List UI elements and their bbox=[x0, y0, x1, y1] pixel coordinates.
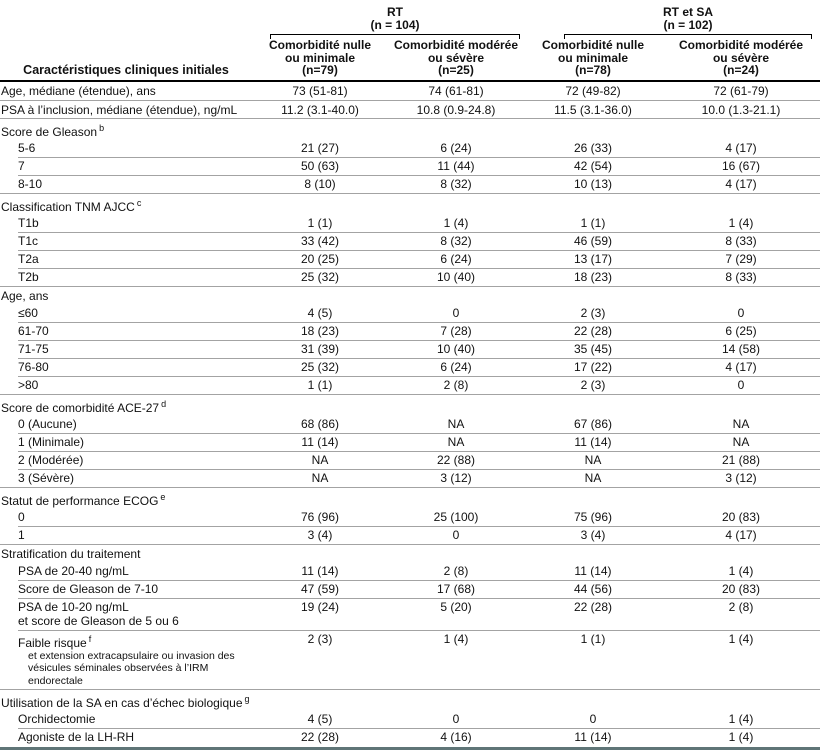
cell-rtsa-moderate-severe: 72 (61-79) bbox=[713, 83, 769, 98]
group-header-row bbox=[0, 0, 820, 39]
cell-rt-moderate-severe bbox=[388, 287, 524, 304]
cell-rt-moderate-severe: 0 bbox=[452, 305, 460, 320]
cell-rt-moderate-severe: 0 bbox=[452, 527, 460, 542]
row-label-continuation: et score de Gleason de 5 ou 6 bbox=[18, 613, 179, 628]
table-row bbox=[0, 214, 820, 232]
cell-rtsa-moderate-severe bbox=[662, 545, 820, 562]
footnote-marker: e bbox=[160, 491, 166, 502]
cell-rt-none-minimal: 11 (14) bbox=[301, 563, 339, 578]
row-label: Classification TNM AJCC $^c$ bbox=[1, 197, 142, 214]
cell-rtsa-none-minimal: 1 (1) bbox=[580, 215, 606, 230]
table-row bbox=[0, 469, 820, 487]
cell-rt-none-minimal: 11 (14) bbox=[301, 434, 339, 449]
cell-rtsa-none-minimal: 72 (49-82) bbox=[565, 83, 621, 98]
cell-rt-none-minimal: 21 (27) bbox=[300, 140, 340, 155]
cell-rtsa-none-minimal: 26 (33) bbox=[573, 140, 613, 155]
cell-rt-moderate-severe bbox=[388, 395, 524, 415]
cell-rtsa-none-minimal: 22 (28) bbox=[573, 599, 613, 614]
cell-rt-none-minimal: 4 (5) bbox=[307, 712, 333, 726]
cell-rtsa-none-minimal: 75 (96) bbox=[573, 509, 613, 524]
column-header-4-line2: ou sévère bbox=[712, 50, 770, 65]
cell-rtsa-moderate-severe: 7 (29) bbox=[725, 251, 757, 266]
cell-rtsa-moderate-severe bbox=[662, 287, 820, 304]
cell-rt-none-minimal bbox=[252, 395, 388, 415]
column-header-2-n: (n=25) bbox=[438, 63, 474, 77]
row-label: 3 (Sévère) bbox=[18, 470, 75, 485]
cell-rt-moderate-severe: 6 (24) bbox=[440, 359, 472, 374]
table-row bbox=[0, 710, 820, 728]
row-label: T2a bbox=[18, 251, 39, 266]
row-label: 0 (Aucune) bbox=[18, 416, 77, 431]
cell-rt-moderate-severe: 7 (28) bbox=[440, 323, 472, 338]
cell-rtsa-none-minimal: 2 (3) bbox=[580, 305, 606, 320]
row-label: 2 (Modérée) bbox=[18, 452, 84, 467]
cell-rtsa-none-minimal: 2 (3) bbox=[580, 377, 606, 392]
table-row bbox=[0, 630, 820, 690]
cell-rt-none-minimal: 1 (1) bbox=[307, 215, 333, 230]
cell-rtsa-none-minimal: 13 (17) bbox=[573, 251, 613, 266]
cell-rtsa-moderate-severe: 0 bbox=[737, 377, 745, 392]
row-label: T1b bbox=[18, 215, 39, 230]
cell-rt-moderate-severe: NA bbox=[447, 416, 465, 431]
cell-rt-none-minimal bbox=[252, 488, 388, 508]
column-header-1-n: (n=79) bbox=[302, 63, 338, 77]
cell-rt-moderate-severe bbox=[388, 119, 524, 139]
cell-rtsa-moderate-severe: 6 (25) bbox=[725, 323, 757, 338]
table-row bbox=[0, 526, 820, 544]
cell-rt-none-minimal: 22 (28) bbox=[300, 730, 340, 744]
cell-rtsa-none-minimal bbox=[524, 194, 662, 214]
cell-rt-moderate-severe: 25 (100) bbox=[433, 509, 479, 524]
table-row bbox=[0, 508, 820, 526]
cell-rtsa-none-minimal: 11.5 (3.1-36.0) bbox=[554, 102, 632, 117]
column-header-row bbox=[0, 39, 820, 80]
cell-rtsa-moderate-severe: 1 (4) bbox=[728, 730, 754, 744]
cell-rt-none-minimal: NA bbox=[311, 470, 329, 485]
cell-rt-moderate-severe bbox=[388, 194, 524, 214]
table-row bbox=[0, 193, 820, 214]
table-body bbox=[0, 82, 820, 747]
cell-rt-none-minimal: 33 (42) bbox=[300, 233, 340, 248]
cell-rtsa-moderate-severe: NA bbox=[732, 416, 750, 431]
column-header-4-line1: Comorbidité modérée bbox=[678, 38, 804, 52]
cell-rt-moderate-severe: 8 (32) bbox=[440, 176, 472, 191]
column-header-4-n: (n=24) bbox=[723, 63, 759, 77]
cell-rt-none-minimal: 68 (86) bbox=[300, 416, 340, 431]
cell-rt-none-minimal: 20 (25) bbox=[300, 251, 340, 266]
table-row bbox=[0, 451, 820, 469]
cell-rt-moderate-severe: 17 (68) bbox=[436, 581, 476, 596]
cell-rt-none-minimal: 50 (63) bbox=[300, 158, 340, 173]
cell-rtsa-moderate-severe: 16 (67) bbox=[721, 158, 761, 173]
row-label-continuation: vésicules séminales observées à l’IRM endorectale bbox=[28, 662, 209, 687]
row-label: Faible risque $^f$ et extension extracapsulaire ou invasion des vésicules séminales observées à l’IRM endorectale bbox=[0, 630, 252, 688]
cell-rt-none-minimal: 76 (96) bbox=[300, 509, 340, 524]
row-label: Orchidectomie bbox=[18, 712, 96, 726]
cell-rtsa-none-minimal: 46 (59) bbox=[573, 233, 613, 248]
cell-rt-moderate-severe: 10.8 (0.9-24.8) bbox=[416, 102, 496, 117]
cell-rt-none-minimal bbox=[252, 194, 388, 214]
cell-rt-moderate-severe: 6 (24) bbox=[440, 140, 472, 155]
table-row bbox=[0, 358, 820, 376]
table-row bbox=[0, 304, 820, 322]
column-header-3-line2: ou minimale bbox=[557, 50, 628, 65]
cell-rtsa-none-minimal: 0 bbox=[589, 712, 597, 726]
row-label: 76-80 bbox=[18, 359, 49, 374]
cell-rt-moderate-severe: 22 (88) bbox=[436, 452, 476, 467]
cell-rt-moderate-severe: 2 (8) bbox=[443, 563, 469, 578]
cell-rt-moderate-severe: 1 (4) bbox=[443, 215, 469, 230]
table-header bbox=[0, 0, 820, 82]
column-header-1-line1: Comorbidité nulle bbox=[269, 38, 371, 52]
cell-rt-none-minimal: 4 (5) bbox=[307, 305, 333, 320]
table-row bbox=[0, 433, 820, 451]
cell-rtsa-moderate-severe bbox=[662, 119, 820, 139]
column-header-3-line1: Comorbidité nulle bbox=[542, 38, 644, 52]
cell-rtsa-moderate-severe: 21 (88) bbox=[721, 452, 761, 467]
cell-rtsa-none-minimal: 11 (14) bbox=[574, 563, 612, 578]
label-column-header: Caractéristiques cliniques initiales bbox=[23, 62, 229, 77]
cell-rtsa-moderate-severe: 14 (58) bbox=[721, 341, 761, 356]
cell-rtsa-none-minimal: 10 (13) bbox=[573, 176, 613, 191]
row-label: Agoniste de la LH-RH bbox=[18, 730, 135, 744]
cell-rtsa-moderate-severe bbox=[662, 194, 820, 214]
cell-rt-moderate-severe: 11 (44) bbox=[437, 158, 475, 173]
row-label: 7 bbox=[18, 158, 25, 173]
cell-rtsa-moderate-severe: 3 (12) bbox=[725, 470, 757, 485]
table-row bbox=[0, 232, 820, 250]
cell-rtsa-moderate-severe: 0 bbox=[737, 305, 745, 320]
table-row bbox=[0, 322, 820, 340]
table-row bbox=[0, 580, 820, 598]
row-label: Age, médiane (étendue), ans bbox=[1, 83, 156, 98]
cell-rtsa-none-minimal bbox=[524, 690, 662, 710]
row-label: Utilisation de la SA en cas d’échec biologique $^g$ bbox=[1, 694, 250, 710]
cell-rtsa-moderate-severe bbox=[662, 488, 820, 508]
cell-rt-moderate-severe: 2 (8) bbox=[443, 377, 469, 392]
cell-rt-moderate-severe: 10 (40) bbox=[436, 341, 476, 356]
column-header-1-line2: ou minimale bbox=[284, 50, 355, 65]
cell-rt-moderate-severe: 6 (24) bbox=[440, 251, 472, 266]
row-label: Statut de performance ECOG $^e$ bbox=[1, 491, 166, 508]
cell-rtsa-moderate-severe: 1 (4) bbox=[728, 215, 754, 230]
cell-rt-none-minimal: 31 (39) bbox=[300, 341, 340, 356]
cell-rtsa-moderate-severe: 4 (17) bbox=[725, 176, 757, 191]
cell-rt-none-minimal: 73 (51-81) bbox=[292, 83, 348, 98]
cell-rt-none-minimal: 47 (59) bbox=[300, 581, 340, 596]
cell-rt-moderate-severe: 5 (20) bbox=[440, 599, 472, 614]
cell-rtsa-none-minimal: NA bbox=[584, 470, 602, 485]
row-label: Score de Gleason $^b$ bbox=[1, 122, 105, 139]
cell-rtsa-moderate-severe: 4 (17) bbox=[725, 527, 757, 542]
cell-rt-moderate-severe: 0 bbox=[452, 712, 460, 726]
cell-rt-none-minimal: 25 (32) bbox=[300, 359, 340, 374]
column-header-4 bbox=[662, 39, 820, 80]
group-header-rt-sa bbox=[524, 0, 820, 39]
cell-rtsa-none-minimal bbox=[524, 395, 662, 415]
table-row bbox=[0, 340, 820, 358]
cell-rtsa-moderate-severe: 1 (4) bbox=[728, 631, 754, 646]
cell-rtsa-moderate-severe: 4 (17) bbox=[725, 140, 757, 155]
cell-rtsa-none-minimal: 11 (14) bbox=[574, 730, 612, 744]
cell-rt-moderate-severe: 74 (61-81) bbox=[428, 83, 484, 98]
cell-rt-moderate-severe bbox=[388, 545, 524, 562]
cell-rt-moderate-severe bbox=[388, 488, 524, 508]
column-header-2-line2: ou sévère bbox=[427, 50, 485, 65]
row-label: Age, ans bbox=[1, 288, 49, 303]
cell-rtsa-none-minimal: 67 (86) bbox=[573, 416, 613, 431]
cell-rtsa-none-minimal bbox=[524, 287, 662, 304]
row-label: 1 bbox=[18, 527, 25, 542]
cell-rtsa-none-minimal: 1 (1) bbox=[580, 631, 606, 646]
table-row bbox=[0, 175, 820, 193]
cell-rtsa-moderate-severe: 20 (83) bbox=[721, 509, 761, 524]
cell-rt-moderate-severe bbox=[388, 690, 524, 710]
cell-rt-none-minimal: 25 (32) bbox=[300, 269, 340, 284]
table-row bbox=[0, 250, 820, 268]
column-header-2-line1: Comorbidité modérée bbox=[393, 38, 519, 52]
column-header-3 bbox=[524, 39, 662, 80]
group-header-rt bbox=[252, 0, 524, 39]
table-row bbox=[0, 376, 820, 394]
cell-rtsa-moderate-severe bbox=[662, 690, 820, 710]
table-row bbox=[0, 139, 820, 157]
cell-rtsa-moderate-severe: 20 (83) bbox=[721, 581, 761, 596]
row-label-continuation: et extension extracapsulaire ou invasion des bbox=[28, 649, 235, 662]
cell-rtsa-moderate-severe: 10.0 (1.3-21.1) bbox=[701, 102, 781, 117]
cell-rtsa-none-minimal: 35 (45) bbox=[573, 341, 613, 356]
cell-rt-none-minimal bbox=[252, 690, 388, 710]
column-header-1 bbox=[252, 39, 388, 80]
cell-rtsa-none-minimal bbox=[524, 119, 662, 139]
cell-rtsa-none-minimal: 17 (22) bbox=[573, 359, 613, 374]
table-row bbox=[0, 544, 820, 562]
cell-rtsa-moderate-severe: 2 (8) bbox=[728, 599, 754, 614]
table-row bbox=[0, 394, 820, 415]
cell-rtsa-none-minimal: NA bbox=[584, 452, 602, 467]
cell-rtsa-none-minimal: 11 (14) bbox=[574, 434, 612, 449]
cell-rtsa-none-minimal: 42 (54) bbox=[573, 158, 613, 173]
cell-rtsa-none-minimal: 18 (23) bbox=[573, 269, 613, 284]
row-label: Stratification du traitement bbox=[1, 546, 141, 561]
cell-rtsa-none-minimal bbox=[524, 488, 662, 508]
group-n-rt-sa: (n = 102) bbox=[663, 18, 713, 32]
footnote-marker: f bbox=[88, 633, 92, 644]
cell-rt-moderate-severe: 4 (16) bbox=[440, 730, 472, 744]
cell-rtsa-moderate-severe: 8 (33) bbox=[725, 269, 757, 284]
cell-rt-moderate-severe: 8 (32) bbox=[440, 233, 472, 248]
cell-rtsa-moderate-severe bbox=[662, 395, 820, 415]
row-label: 61-70 bbox=[18, 323, 49, 338]
table-row bbox=[0, 728, 820, 746]
table-row bbox=[0, 100, 820, 118]
row-label: T2b bbox=[18, 269, 39, 284]
table-row bbox=[0, 598, 820, 630]
cell-rt-none-minimal bbox=[252, 287, 388, 304]
group-header-spacer bbox=[0, 0, 252, 39]
row-label: PSA de 10-20 ng/mL et score de Gleason de 5 ou 6 bbox=[0, 598, 252, 628]
cell-rt-none-minimal bbox=[252, 545, 388, 562]
cell-rtsa-moderate-severe: 4 (17) bbox=[725, 359, 757, 374]
cell-rt-none-minimal: 18 (23) bbox=[300, 323, 340, 338]
table-row bbox=[0, 268, 820, 286]
group-title-rt-sa: RT et SA bbox=[662, 5, 713, 19]
cell-rt-none-minimal: 2 (3) bbox=[307, 631, 333, 646]
table-row bbox=[0, 689, 820, 710]
row-label: 71-75 bbox=[18, 341, 49, 356]
cell-rtsa-none-minimal bbox=[524, 545, 662, 562]
row-label: 8-10 bbox=[18, 176, 43, 191]
table-row bbox=[0, 286, 820, 304]
cell-rt-none-minimal: 11.2 (3.1-40.0) bbox=[281, 102, 359, 117]
footnote-marker: b bbox=[99, 122, 105, 133]
cell-rtsa-none-minimal: 3 (4) bbox=[580, 527, 606, 542]
table-row bbox=[0, 562, 820, 580]
footnote-marker: c bbox=[136, 197, 142, 208]
column-header-3-n: (n=78) bbox=[575, 63, 611, 77]
row-label: >80 bbox=[18, 377, 39, 392]
cell-rt-none-minimal: NA bbox=[311, 452, 329, 467]
table-row bbox=[0, 415, 820, 433]
cell-rt-none-minimal: 3 (4) bbox=[307, 527, 333, 542]
cell-rt-none-minimal: 19 (24) bbox=[300, 599, 340, 614]
cell-rt-moderate-severe: NA bbox=[447, 434, 465, 449]
cell-rtsa-none-minimal: 22 (28) bbox=[573, 323, 613, 338]
row-label: 5-6 bbox=[18, 140, 36, 155]
table-row bbox=[0, 118, 820, 139]
cell-rtsa-none-minimal: 44 (56) bbox=[573, 581, 613, 596]
cell-rt-none-minimal: 1 (1) bbox=[307, 377, 333, 392]
cell-rtsa-moderate-severe: 8 (33) bbox=[725, 233, 757, 248]
table-row bbox=[0, 487, 820, 508]
cell-rtsa-moderate-severe: 1 (4) bbox=[728, 563, 754, 578]
group-title-rt: RT bbox=[387, 5, 403, 19]
column-header-2 bbox=[388, 39, 524, 80]
row-label: Score de Gleason de 7-10 bbox=[18, 581, 159, 596]
table-row bbox=[0, 82, 820, 100]
cell-rtsa-moderate-severe: NA bbox=[732, 434, 750, 449]
row-label: 0 bbox=[18, 509, 25, 524]
row-label: PSA de 20-40 ng/mL bbox=[18, 563, 129, 578]
row-label: ≤60 bbox=[18, 305, 38, 320]
footnote-marker: g bbox=[244, 694, 250, 704]
footnote-marker: d bbox=[161, 398, 167, 409]
row-label: PSA à l’inclusion, médiane (étendue), ng/mL bbox=[1, 102, 238, 117]
group-n-rt: (n = 104) bbox=[370, 18, 420, 32]
row-label: T1c bbox=[18, 233, 39, 248]
row-label: 1 (Minimale) bbox=[18, 434, 85, 449]
cell-rtsa-moderate-severe: 1 (4) bbox=[728, 712, 754, 726]
table-row bbox=[0, 157, 820, 175]
cell-rt-none-minimal: 8 (10) bbox=[304, 176, 336, 191]
cell-rt-none-minimal bbox=[252, 119, 388, 139]
cell-rt-moderate-severe: 3 (12) bbox=[440, 470, 472, 485]
cell-rt-moderate-severe: 1 (4) bbox=[443, 631, 469, 646]
cell-rt-moderate-severe: 10 (40) bbox=[436, 269, 476, 284]
row-label: Score de comorbidité ACE-27 $^d$ bbox=[1, 398, 167, 415]
